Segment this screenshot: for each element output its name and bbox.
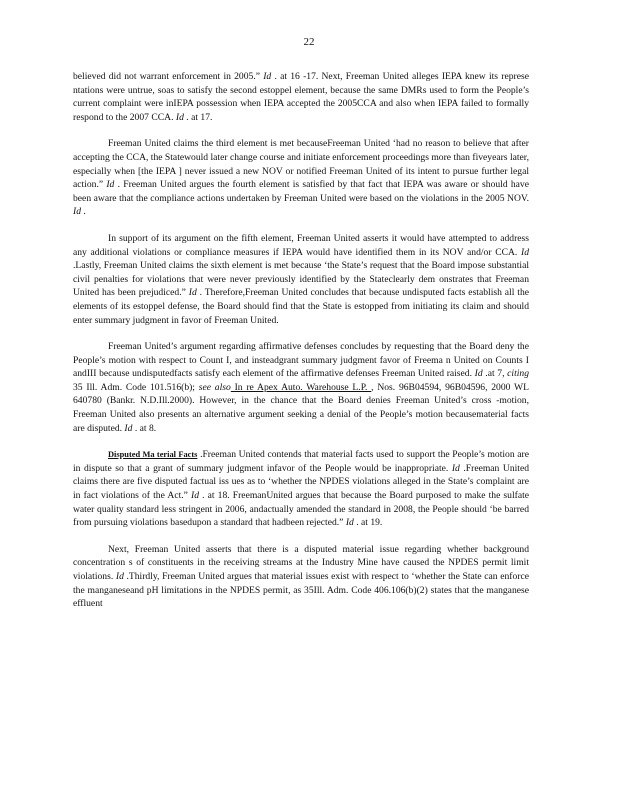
text-run: .Freeman United contends that material facts used to support the People’s motion are in dispute so that a grant of summary judgment infavor of the People would be inappropriate. [73, 449, 530, 474]
text-run: . at 17. [183, 111, 213, 123]
paragraph [73, 70, 529, 124]
case-citation: In re Apex Auto. Warehouse L.P. [230, 381, 372, 393]
citation-italic: Id [115, 571, 124, 582]
citation-italic: Id [345, 517, 354, 529]
citation-italic: Id [521, 246, 529, 258]
citation-italic: Id [73, 206, 81, 218]
text-run: . at 18. FreemanUnited argues that because the Board purposed to make the sulfate water quality standard less stringent in 2006, andactually amended the standard in 2008, the People should ‘be barred from pursuing violations basedupon a standard that hadbeen rejected.” [73, 490, 530, 529]
text-run: . at 19. [353, 517, 383, 529]
text-run: . Freeman United argues the fourth element is satisfied by that fact that IEPA was aware or should have been aware that the compliance actions undertaken by Freeman United were based on the violations in the 2005 NOV. [73, 179, 529, 204]
citation-italic: Id [263, 71, 272, 82]
text-run: In support of its argument on the fifth element, Freeman United asserts it would have attempted to address any additional violations or compliance measures if IEPA would have identified them in its NOV and/or CCA. [73, 232, 529, 258]
citation-italic: Id [175, 111, 184, 123]
citation-italic: Id [451, 462, 460, 474]
text-run: believed did not warrant enforcement in 2005.” [73, 71, 264, 82]
text-run: . at 16 -17. Next, Freeman United alleges IEPA knew its represe ntations were untrue, soas to satisfy the second estoppel element, because the same DMRs used to form the People’s current complaint were inIEPA possession when IEPA accepted the 2005CCA and also when IEPA failed to formally respond to the 2007 CCA. [73, 71, 529, 123]
citation-italic: citing [507, 368, 529, 380]
text-run: , Nos. 96B04594, 96B04596, 2000 WL 640780 (Bankr. N.D.Ill.2000). However, in the chance that the Board denies Freeman United’s cross -motion, Freeman United also presents an alternative argument seeking a denial of the People’s motion becausematerial facts are disputed. [73, 381, 529, 434]
text-run: .Freeman United claims there are five disputed factual iss ues as to ‘whether the NPDES violations alleged in the State’s complaint are in fact violations of the Act.” [73, 462, 530, 502]
text-run: .Lastly, Freeman United claims the sixth element is met because ‘the State’s request that the Board impose substantial civil penalties for violations that were never previously identified by the Stateclearly dem onstrates that Freeman United has been prejudiced.” [73, 260, 529, 299]
text-run: . [81, 206, 86, 218]
citation-italic: Id [124, 422, 133, 434]
text-run: Next, Freeman United asserts that there is a disputed material issue regarding whether background concentration s of constituents in the receiving streams at the Industry Mine have caused the NPDES permit limit violations. [73, 543, 529, 582]
text-run: . at 8. [132, 422, 157, 434]
paragraph [73, 448, 529, 530]
text-run: Freeman United’s argument regarding affirmative defenses concludes by requesting that the Board deny the People’s motion with respect to Count I, and insteadgrant summary judgment favor of Freema n United on Counts I andIII because undisputedfacts satisfy each element of the affirmative defenses Freeman United raised. [73, 341, 529, 380]
text-run: Freeman United claims the third element is met becauseFreeman United ‘had no reason to believe that after accepting the CCA, the Statewould later change course and initiate enforcement proceedings more than fiveyears later, especially when [the IEPA ] never issued a new NOV or notified Freeman United of its intent to pursue further legal action.” [73, 138, 529, 191]
citation-italic: Id [188, 287, 197, 299]
citation-italic: Id [191, 490, 200, 502]
page-number: 22 [303, 36, 315, 48]
citation-italic: Id [106, 179, 115, 191]
citation-italic: see also [198, 381, 231, 393]
paragraph [73, 137, 529, 219]
citation-italic: Id [474, 368, 483, 380]
text-run: . Therefore,Freeman United concludes that because undisputed facts establish all the elements of its estoppel defense, the Board should find that the State is estopped from initiating its claim and should enter summary judgment in favor of Freeman United. [73, 287, 529, 326]
paragraph [73, 232, 529, 327]
document-body [73, 70, 529, 624]
text-run: 35 Ill. Adm. Code 101.516(b); [73, 381, 199, 393]
section-heading: Disputed Ma terial Facts [108, 450, 198, 460]
paragraph [73, 543, 529, 611]
text-run: .Thirdly, Freeman United argues that material issues exist with respect to ‘whether the State can enforce the manganeseand pH limitations in the NPDES permit, as 35Ill. Adm. Code 406.106(b)(2) states that the manganese effluent [73, 571, 529, 610]
text-run: .at 7, [482, 368, 508, 380]
paragraph [73, 340, 529, 435]
